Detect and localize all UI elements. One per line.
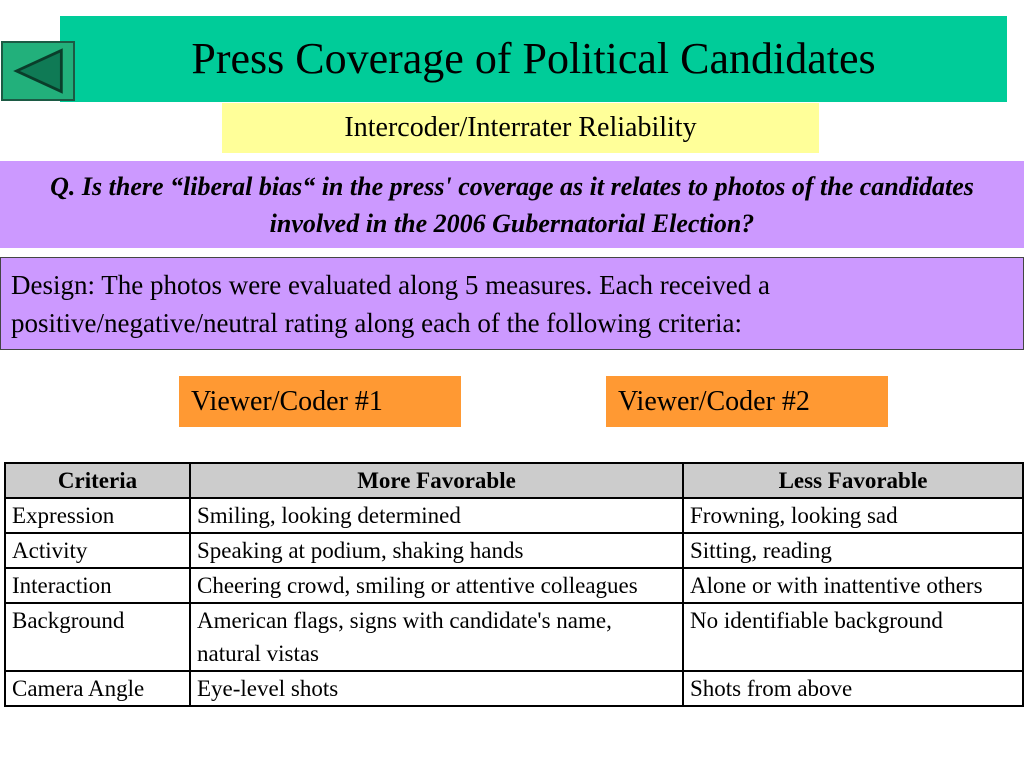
header-criteria: Criteria	[5, 463, 190, 498]
table-row	[5, 603, 1023, 671]
coder-1-label	[179, 376, 461, 427]
coder-2-label	[606, 376, 888, 427]
coder-1-text: Viewer/Coder #1	[191, 385, 383, 417]
table-row	[5, 533, 1023, 568]
design-description	[0, 257, 1024, 350]
cell-criteria: Background	[5, 603, 190, 671]
table-row	[5, 498, 1023, 533]
cell-more-favorable: Speaking at podium, shaking hands	[190, 533, 683, 568]
slide-title	[60, 16, 1007, 102]
cell-more-favorable: American flags, signs with candidate's name, natural vistas	[190, 603, 683, 671]
cell-criteria: Camera Angle	[5, 671, 190, 706]
back-button[interactable]	[1, 41, 75, 101]
cell-more-favorable: Cheering crowd, smiling or attentive colleagues	[190, 568, 683, 603]
cell-less-favorable: Shots from above	[683, 671, 1023, 706]
cell-less-favorable: No identifiable background	[683, 603, 1023, 671]
cell-less-favorable: Frowning, looking sad	[683, 498, 1023, 533]
cell-less-favorable: Alone or with inattentive others	[683, 568, 1023, 603]
research-question	[0, 161, 1024, 248]
cell-criteria: Expression	[5, 498, 190, 533]
research-question-text: Q. Is there “liberal bias“ in the press' coverage as it relates to photos of the candidates involved in the 2006 Gubernatorial Election?	[50, 171, 974, 238]
cell-more-favorable: Smiling, looking determined	[190, 498, 683, 533]
coder-2-text: Viewer/Coder #2	[618, 385, 810, 417]
header-more-favorable: More Favorable	[190, 463, 683, 498]
triangle-left-icon	[3, 43, 73, 99]
design-description-text: Design: The photos were evaluated along 5 measures. Each received a positive/negative/neutral rating along each of the following criteria:	[11, 270, 770, 338]
table-header-row	[5, 463, 1023, 498]
cell-less-favorable: Sitting, reading	[683, 533, 1023, 568]
cell-more-favorable: Eye-level shots	[190, 671, 683, 706]
slide-subtitle-text: Intercoder/Interrater Reliability	[344, 112, 697, 143]
slide-subtitle	[222, 103, 819, 153]
table-row	[5, 671, 1023, 706]
criteria-table	[4, 462, 1024, 707]
cell-criteria: Activity	[5, 533, 190, 568]
cell-criteria: Interaction	[5, 568, 190, 603]
header-less-favorable: Less Favorable	[683, 463, 1023, 498]
slide-title-text: Press Coverage of Political Candidates	[191, 34, 876, 83]
table-row	[5, 568, 1023, 603]
